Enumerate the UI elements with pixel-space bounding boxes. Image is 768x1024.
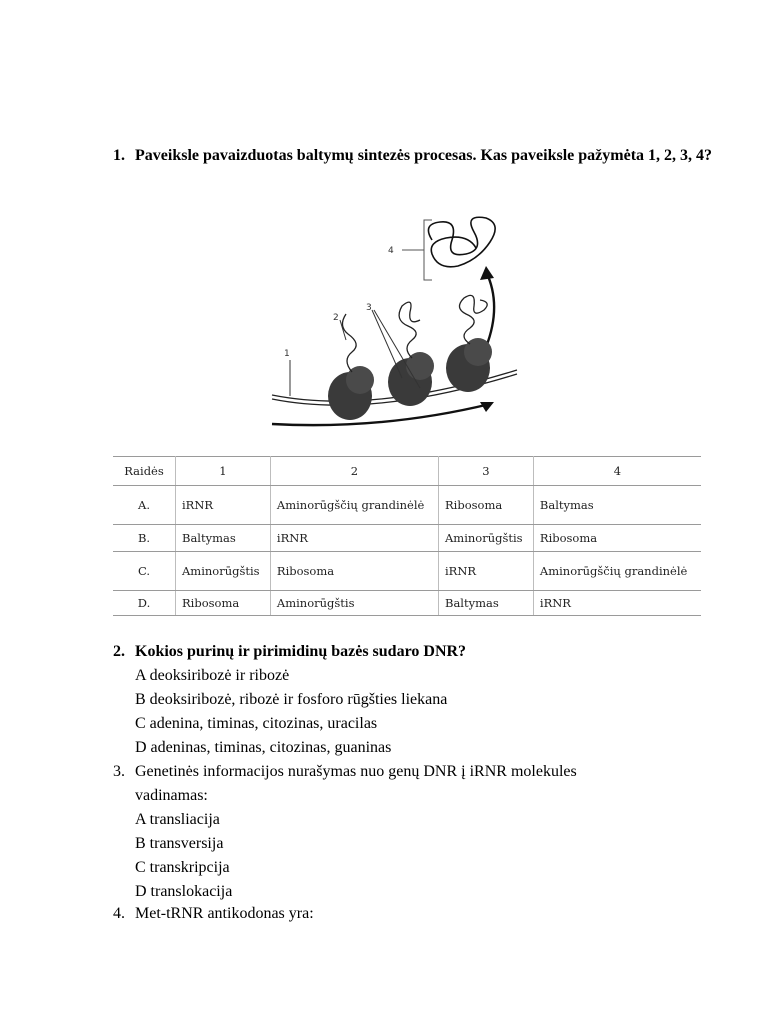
question-3-text: Genetinės informacijos nurašymas nuo genų DNR į iRNR molekules vadinamas: (135, 763, 577, 804)
question-3-number: 3. (113, 763, 125, 780)
table-cell: Baltymas (533, 486, 701, 525)
figure-label-2: 2 (333, 313, 339, 323)
answer-option: A deoksiribozė ir ribozė (135, 667, 290, 684)
table-cell: iRNR (533, 591, 701, 616)
table-row (113, 591, 701, 616)
table-cell: iRNR (176, 486, 271, 525)
ribosome-3 (446, 295, 492, 392)
protein-synthesis-figure (262, 210, 527, 435)
ribosome-2 (388, 302, 434, 406)
table-cell: Ribosoma (439, 486, 534, 525)
table-cell: iRNR (439, 552, 534, 591)
table-cell: iRNR (270, 525, 438, 552)
table-row (113, 486, 701, 525)
table-cell: Aminorūgščių grandinėlė (270, 486, 438, 525)
question-4-number: 4. (113, 905, 125, 922)
table-cell: B. (113, 525, 176, 552)
answer-option: B deoksiribozė, ribozė ir fosforo rūgšties liekana (135, 691, 448, 708)
figure-label-4: 4 (388, 246, 394, 256)
table-header-cell: 1 (176, 457, 271, 486)
table-cell: Aminorūgštis (176, 552, 271, 591)
question-3 (113, 760, 713, 904)
answer-option: C adenina, timinas, citozinas, uracilas (135, 715, 378, 732)
table-header-cell: Raidės (113, 457, 176, 486)
table-cell: Ribosoma (270, 552, 438, 591)
question-2-text: Kokios purinų ir pirimidinų bazės sudaro DNR? (135, 643, 467, 660)
table-cell: Baltymas (176, 525, 271, 552)
question-4 (113, 902, 713, 926)
question-1 (113, 144, 713, 168)
answer-option: D adeninas, timinas, citozinas, guaninas (135, 739, 392, 756)
answer-option: A transliacija (135, 811, 220, 828)
table-header-cell: 2 (270, 457, 438, 486)
answer-option: C transkripcija (135, 859, 230, 876)
question-1-text: Paveiksle pavaizduotas baltymų sintezės procesas. Kas paveiksle pažymėta 1, 2, 3, 4? (135, 147, 713, 164)
table-header-cell: 3 (439, 457, 534, 486)
table-row (113, 525, 701, 552)
table-cell: Ribosoma (533, 525, 701, 552)
arrow-head-up (480, 266, 494, 280)
direction-arrow-bottom (272, 404, 490, 425)
figure-label-1: 1 (284, 349, 290, 359)
table-cell: Baltymas (439, 591, 534, 616)
table-cell: Ribosoma (176, 591, 271, 616)
figure-label-3: 3 (366, 303, 372, 313)
table-cell: Aminorūgščių grandinėlė (533, 552, 701, 591)
table-cell: C. (113, 552, 176, 591)
answer-option: D translokacija (135, 883, 233, 900)
table-cell: Aminorūgštis (439, 525, 534, 552)
answer-option: B transversija (135, 835, 224, 852)
question-2-number: 2. (113, 643, 125, 660)
protein-coil (428, 217, 495, 267)
table-row (113, 552, 701, 591)
question-1-number: 1. (113, 147, 125, 164)
question-2 (113, 640, 713, 760)
table-cell: D. (113, 591, 176, 616)
question-4-text: Met-tRNR antikodonas yra: (135, 905, 314, 922)
answers-table (113, 456, 701, 616)
ribosome-1 (328, 314, 374, 420)
table-cell: A. (113, 486, 176, 525)
table-header-row (113, 457, 701, 486)
table-header-cell: 4 (533, 457, 701, 486)
table-cell: Aminorūgštis (270, 591, 438, 616)
